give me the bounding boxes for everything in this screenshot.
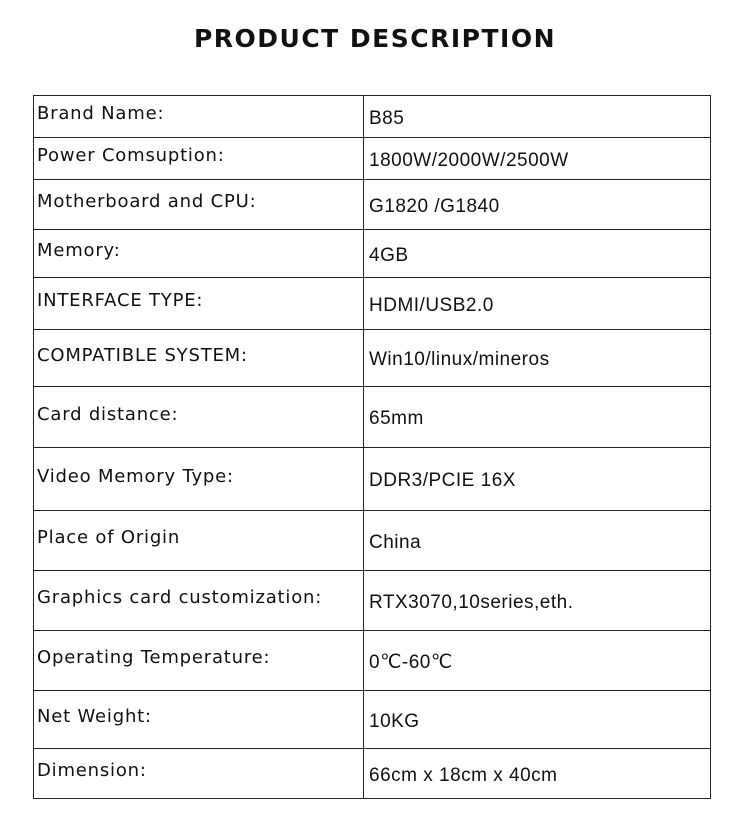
- spec-value-compatible-system: Win10/linux/mineros: [364, 330, 711, 387]
- table-row: [34, 571, 711, 631]
- table-row: [34, 180, 711, 230]
- spec-value-video-memory-type: DDR3/PCIE 16X: [364, 448, 711, 511]
- table-row: [34, 138, 711, 180]
- spec-value-power-consumption: 1800W/2000W/2500W: [364, 138, 711, 180]
- spec-label-place-of-origin: Place of Origin: [34, 511, 364, 571]
- table-row: [34, 448, 711, 511]
- spec-label-graphics-card-customization: Graphics card customization:: [34, 571, 364, 631]
- table-row: [34, 749, 711, 799]
- table-row: [34, 330, 711, 387]
- spec-label-operating-temperature: Operating Temperature:: [34, 631, 364, 691]
- spec-value-operating-temperature: 0℃-60℃: [364, 631, 711, 691]
- table-row: [34, 96, 711, 138]
- table-row: [34, 511, 711, 571]
- spec-label-video-memory-type: Video Memory Type:: [34, 448, 364, 511]
- spec-value-interface-type: HDMI/USB2.0: [364, 278, 711, 330]
- spec-label-dimension: Dimension:: [34, 749, 364, 799]
- spec-label-card-distance: Card distance:: [34, 387, 364, 448]
- spec-value-motherboard-cpu: G1820 /G1840: [364, 180, 711, 230]
- product-spec-table: [33, 95, 711, 799]
- table-row: [34, 691, 711, 749]
- spec-label-brand-name: Brand Name:: [34, 96, 364, 138]
- spec-label-compatible-system: COMPATIBLE SYSTEM:: [34, 330, 364, 387]
- spec-value-dimension: 66cm x 18cm x 40cm: [364, 749, 711, 799]
- table-row: [34, 230, 711, 278]
- spec-label-net-weight: Net Weight:: [34, 691, 364, 749]
- page-title: PRODUCT DESCRIPTION: [193, 24, 557, 53]
- table-row: [34, 631, 711, 691]
- spec-value-graphics-card-customization: RTX3070,10series,eth.: [364, 571, 711, 631]
- spec-label-motherboard-cpu: Motherboard and CPU:: [34, 180, 364, 230]
- spec-value-brand-name: B85: [364, 96, 711, 138]
- spec-label-memory: Memory:: [34, 230, 364, 278]
- spec-value-card-distance: 65mm: [364, 387, 711, 448]
- table-row: [34, 278, 711, 330]
- table-row: [34, 387, 711, 448]
- spec-label-interface-type: INTERFACE TYPE:: [34, 278, 364, 330]
- spec-value-net-weight: 10KG: [364, 691, 711, 749]
- spec-value-place-of-origin: China: [364, 511, 711, 571]
- spec-value-memory: 4GB: [364, 230, 711, 278]
- spec-label-power-consumption: Power Comsuption:: [34, 138, 364, 180]
